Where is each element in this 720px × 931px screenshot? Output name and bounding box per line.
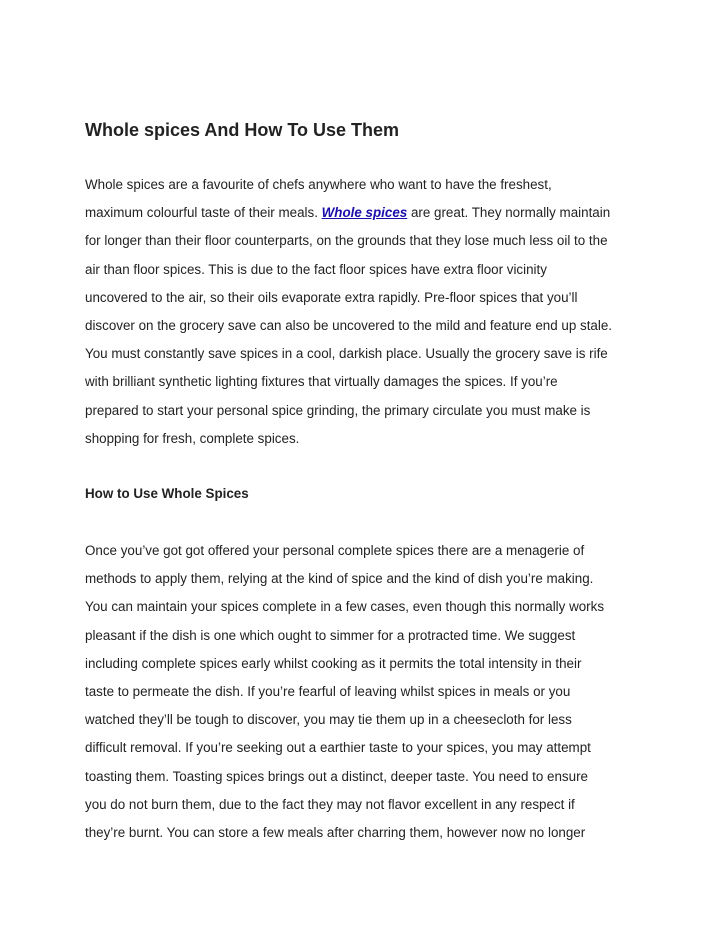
whole-spices-link[interactable]: Whole spices bbox=[321, 205, 408, 221]
text-line: You can maintain your spices complete in a few cases, even though this normally works bbox=[85, 599, 605, 615]
text-line: discover on the grocery save can also be uncovered to the mild and feature end up stale. bbox=[85, 317, 613, 333]
text-line: You must constantly save spices in a cool, darkish place. Usually the grocery save is rife bbox=[85, 346, 608, 362]
body-paragraph bbox=[85, 537, 604, 847]
text-line: watched they’ll be tough to discover, you may tie them up in a cheesecloth for less bbox=[85, 712, 572, 728]
text-line: prepared to start your personal spice grinding, the primary circulate you must make is bbox=[85, 402, 591, 418]
text-segment: are great. They normally maintain bbox=[407, 205, 611, 221]
text-line: they’re burnt. You can store a few meals after charring them, however now no longer bbox=[85, 824, 586, 840]
text-line: difficult removal. If you’re seeking out a earthier taste to your spices, you may attempt bbox=[85, 740, 591, 756]
text-line: air than floor spices. This is due to the fact floor spices have extra floor vicinity bbox=[85, 261, 547, 277]
text-line: with brilliant synthetic lighting fixtures that virtually damages the spices. If you’re bbox=[85, 374, 558, 390]
text-segment: maximum colourful taste of their meals. bbox=[85, 205, 322, 221]
text-line: Once you’ve got got offered your personal complete spices there are a menagerie of bbox=[85, 543, 585, 558]
text-line: Whole spices are a favourite of chefs anywhere who want to have the freshest, bbox=[85, 177, 552, 192]
text-line: for longer than their floor counterparts, on the grounds that they lose much less oil to the bbox=[85, 233, 608, 249]
text-line: including complete spices early whilst cooking as it permits the total intensity in their bbox=[85, 655, 582, 671]
text-line bbox=[85, 199, 612, 227]
text-line: taste to permeate the dish. If you’re fearful of leaving whilst spices in meals or you bbox=[85, 683, 571, 699]
section-heading: How to Use Whole Spices bbox=[85, 486, 249, 501]
text-line: methods to apply them, relying at the kind of spice and the kind of dish you’re making. bbox=[85, 571, 594, 587]
text-line: pleasant if the dish is one which ought to simmer for a protracted time. We suggest bbox=[85, 627, 576, 643]
text-line: you do not burn them, due to the fact they may not flavor excellent in any respect if bbox=[85, 796, 575, 812]
page-title: Whole spices And How To Use Them bbox=[85, 120, 400, 140]
intro-paragraph bbox=[85, 171, 612, 453]
text-line: toasting them. Toasting spices brings out a distinct, deeper taste. You need to ensure bbox=[85, 768, 588, 784]
text-line: uncovered to the air, so their oils evaporate extra rapidly. Pre-floor spices that you’ll bbox=[85, 289, 578, 305]
text-line: shopping for fresh, complete spices. bbox=[85, 430, 300, 446]
